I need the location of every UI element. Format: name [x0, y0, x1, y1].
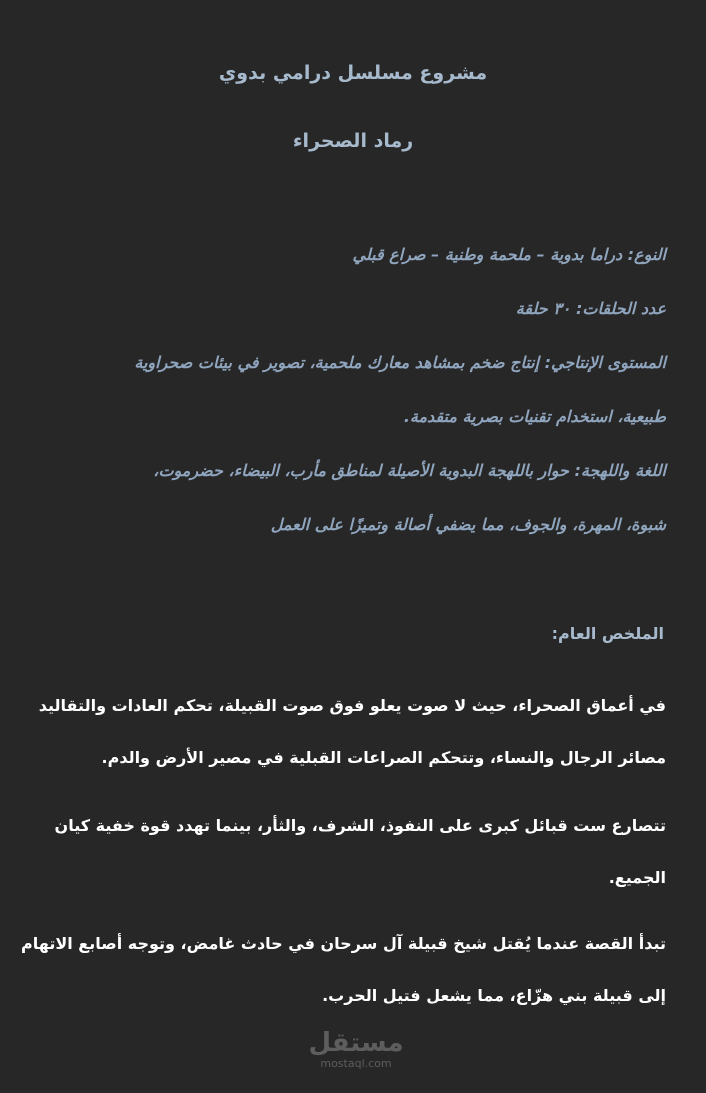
production-level-line-2: طبيعية، استخدام تقنيات بصرية متقدمة.: [403, 407, 666, 426]
language-line-2: شبوة، المهرة، والجوف، مما يضفي أصالة وتميزًا على العمل: [270, 515, 666, 534]
series-name: رماد الصحراء: [292, 130, 414, 152]
summary-p1-line-1: في أعماق الصحراء، حيث لا صوت يعلو فوق صوت القبيلة، تحكم العادات والتقاليد: [38, 696, 666, 715]
summary-paragraph-1: [38, 680, 666, 784]
watermark-arabic: مستقل: [308, 1028, 404, 1058]
summary-paragraph-2: [54, 800, 666, 904]
summary-p1-line-2: مصائر الرجال والنساء، وتتحكم الصراعات القبلية في مصير الأرض والدم.: [101, 748, 666, 767]
summary-p2-line-1: تتصارع ست قبائل كبرى على النفوذ، الشرف، والثأر، بينما تهدد قوة خفية كيان: [54, 816, 666, 835]
episodes-line: عدد الحلقات: ٣٠ حلقة: [515, 299, 666, 318]
summary-paragraph-3: [21, 918, 666, 1022]
details-section: [66, 228, 666, 552]
summary-p3-line-1: تبدأ القصة عندما يُقتل شيخ قبيلة آل سرحان في حادث غامض، وتوجه أصابع الاتهام: [21, 934, 666, 953]
summary-p3-line-2: إلى قبيلة بني هزّاع، مما يشعل فتيل الحرب.: [322, 986, 666, 1005]
summary-heading: الملخص العام:: [551, 624, 664, 643]
mostaql-watermark-logo: [306, 1028, 406, 1070]
watermark-latin: mostaql.com: [320, 1057, 392, 1070]
genre-line: النوع: دراما بدوية – ملحمة وطنية – صراع قبلي: [352, 245, 666, 264]
production-level-line-1: المستوى الإنتاجي: إنتاج ضخم بمشاهد معارك ملحمية، تصوير في بيئات صحراوية: [134, 353, 666, 372]
language-line-1: اللغة واللهجة: حوار باللهجة البدوية الأصيلة لمناطق مأرب، البيضاء، حضرموت،: [153, 461, 666, 480]
summary-p2-line-2: الجميع.: [608, 868, 666, 887]
project-title: مشروع مسلسل درامي بدوي: [218, 62, 488, 84]
